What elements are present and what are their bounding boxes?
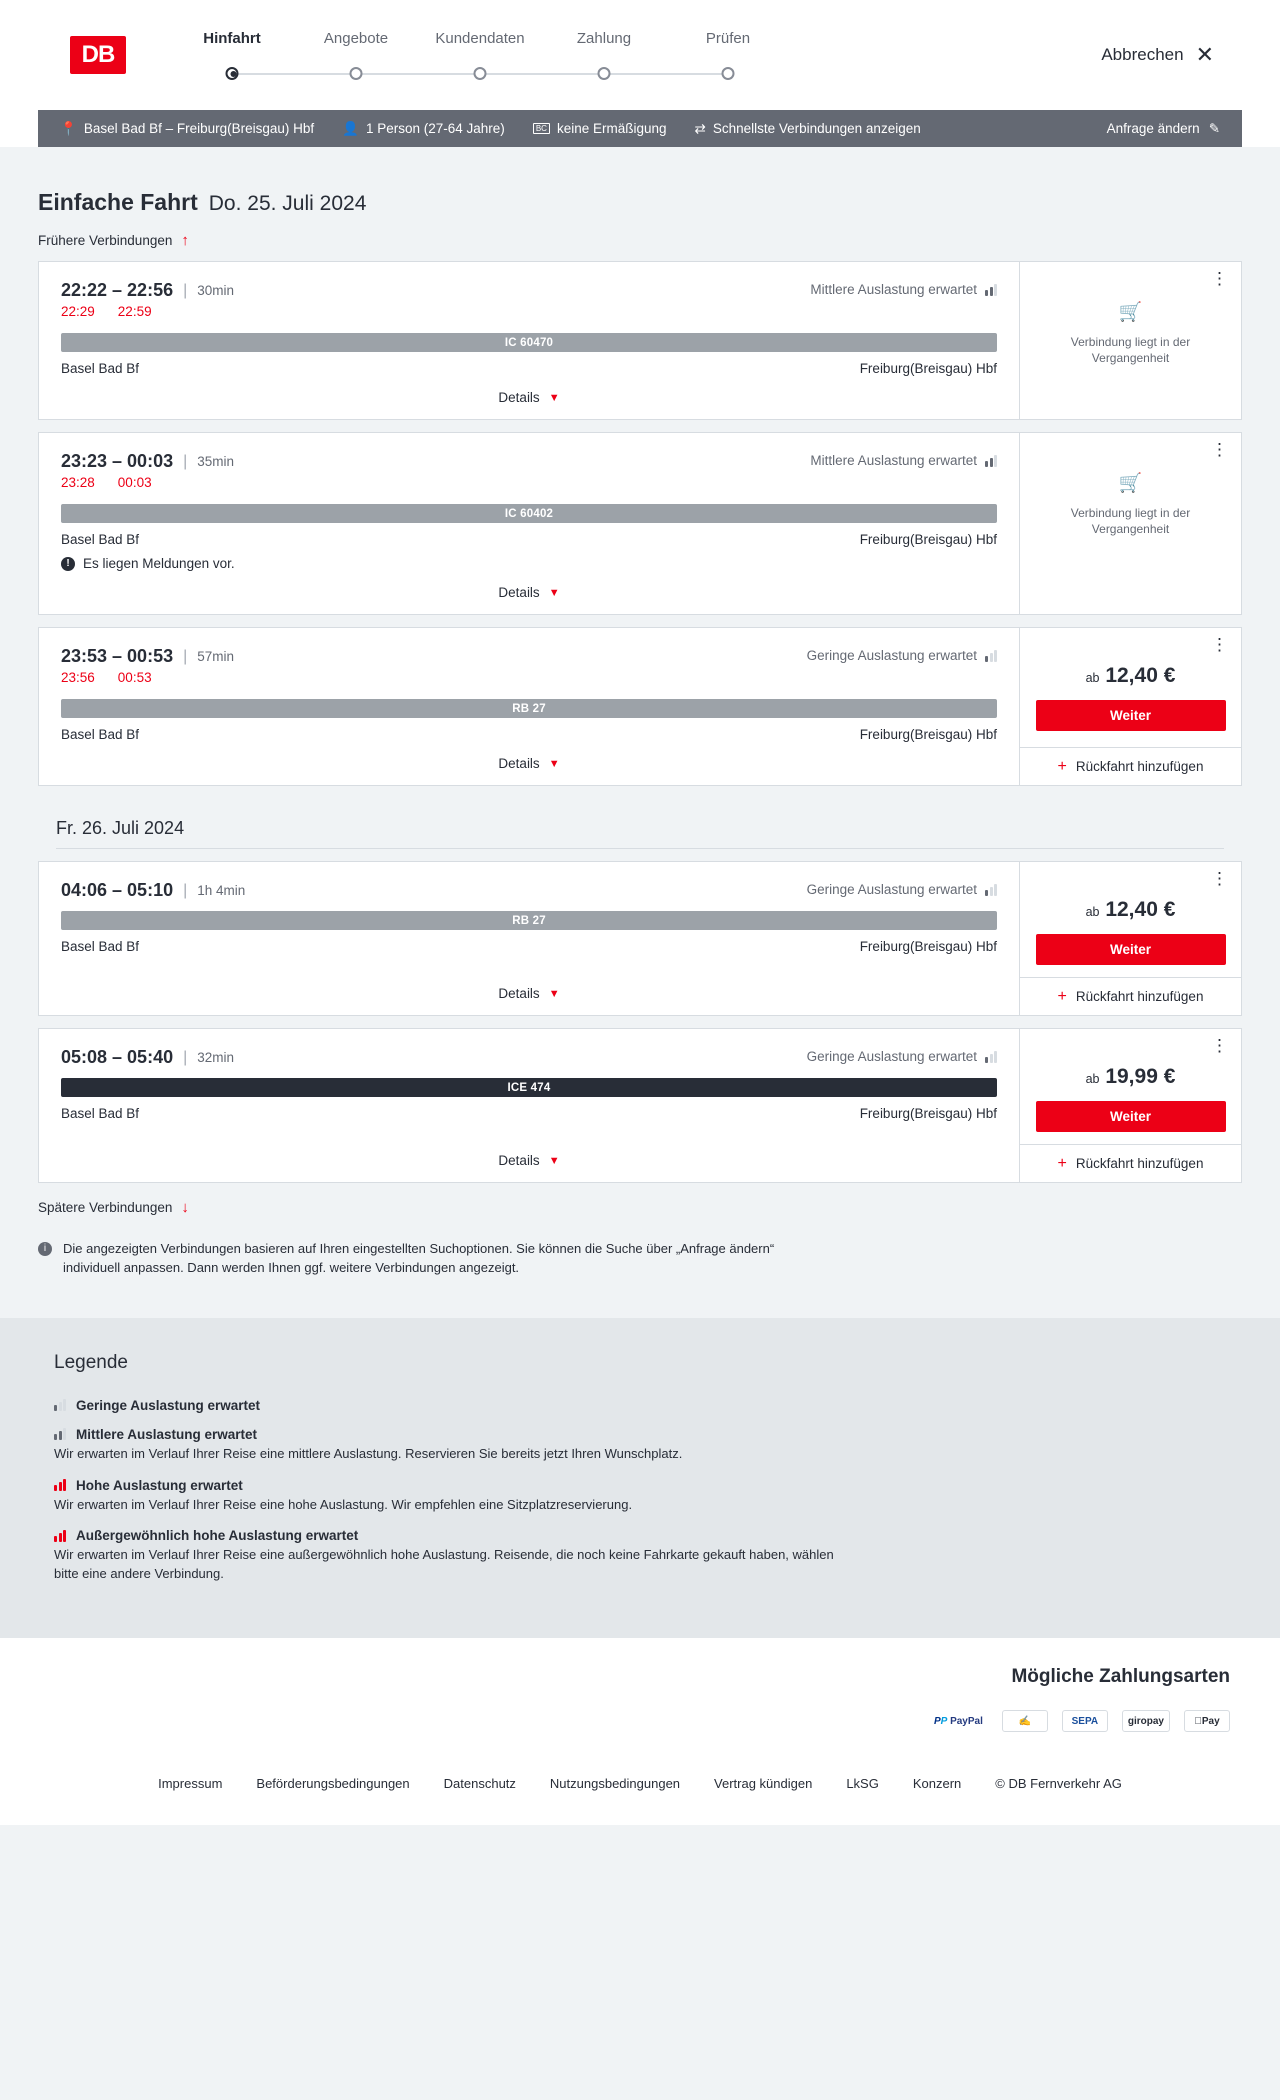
utilization-label: Geringe Auslastung erwartet: [806, 1049, 977, 1064]
legend-description: Wir erwarten im Verlauf Ihrer Reise eine außergewöhnlich hohe Auslastung. Reisende, die noch keine Fahrkarte gekauft haben, wählen bitte eine andere Verbindung.: [54, 1547, 834, 1582]
giropay-icon: [1122, 1710, 1170, 1732]
details-label: Details: [498, 756, 540, 771]
connection-duration: 57min: [197, 649, 235, 664]
step-label: Hinfahrt: [203, 29, 261, 47]
station-to: Freiburg(Breisgau) Hbf: [859, 1106, 997, 1121]
main-content: [0, 189, 1280, 1318]
direct-debit-icon: ✍: [1002, 1710, 1048, 1732]
connection-duration: 32min: [197, 1050, 235, 1065]
step-pruefen[interactable]: [666, 30, 790, 87]
step-dot-icon: [226, 67, 239, 80]
more-options-icon[interactable]: ⋮: [1211, 869, 1229, 888]
utilization-info: [807, 1049, 997, 1064]
connection-actions: [1019, 262, 1241, 419]
legend-item-high: [54, 1478, 1242, 1515]
cart-crossed-icon: 🛒: [1118, 473, 1143, 494]
continue-button[interactable]: Weiter: [1036, 700, 1226, 731]
earlier-connections-button[interactable]: [38, 232, 1242, 249]
connection-duration: 35min: [197, 454, 235, 469]
plus-icon: +: [1057, 1154, 1067, 1172]
legend-label: Mittlere Auslastung erwartet: [76, 1426, 258, 1442]
connection-price: [1086, 1065, 1176, 1089]
connection-details: 05:08 – 05:40 | 32min Geringe Auslastung erwartet ICE 474 Basel Bad Bf Freiburg(Breisgau) Hbf Details ▼: [39, 1029, 1019, 1182]
connection-time: 05:08 – 05:40: [61, 1047, 174, 1067]
info-icon: i: [38, 1242, 52, 1256]
connection-actions: [1019, 862, 1241, 1015]
edit-query-button[interactable]: [1107, 121, 1224, 137]
connection-actions: [1019, 628, 1241, 785]
details-toggle[interactable]: [61, 585, 997, 614]
connection-card[interactable]: [38, 432, 1242, 615]
add-return-label: Rückfahrt hinzufügen: [1075, 989, 1204, 1004]
cart-crossed-icon: 🛒: [1118, 302, 1143, 323]
legend-description: Wir erwarten im Verlauf Ihrer Reise eine mittlere Auslastung. Reservieren Sie bereits jetzt Ihren Wunschplatz.: [54, 1445, 683, 1461]
connection-card[interactable]: [38, 627, 1242, 786]
delay-departure: 22:29: [61, 304, 95, 319]
footer-link-befoerderungsbedingungen[interactable]: Beförderungsbedingungen: [256, 1776, 410, 1792]
details-toggle[interactable]: [61, 986, 997, 1015]
utilization-info: [807, 648, 997, 663]
continue-button[interactable]: Weiter: [1036, 934, 1226, 965]
train-badge: IC 60402: [61, 504, 997, 523]
legend-description: Wir erwarten im Verlauf Ihrer Reise eine hohe Auslastung. Wir empfehlen eine Sitzplatzreservierung.: [54, 1496, 633, 1512]
utilization-label: Geringe Auslastung erwartet: [806, 648, 977, 663]
footer-link-nutzungsbedingungen[interactable]: Nutzungsbedingungen: [549, 1776, 681, 1792]
legend-label: Außergewöhnlich hohe Auslastung erwartet: [76, 1528, 359, 1544]
details-toggle[interactable]: [61, 756, 997, 785]
footer-link-datenschutz[interactable]: Datenschutz: [443, 1776, 516, 1792]
paypal-label: PayPal: [950, 1715, 983, 1727]
query-fastest[interactable]: [681, 121, 935, 137]
utilization-bars-crossed-icon: [54, 1530, 66, 1542]
payment-section: [0, 1638, 1280, 1754]
train-badge: IC 60470: [61, 333, 997, 352]
add-return-button[interactable]: [1020, 747, 1241, 785]
connection-details: 04:06 – 05:10 | 1h 4min Geringe Auslastung erwartet RB 27 Basel Bad Bf Freiburg(Breisgau) Hbf Details ▼: [39, 862, 1019, 1015]
delay-departure: 23:28: [61, 475, 95, 490]
add-return-label: Rückfahrt hinzufügen: [1075, 759, 1204, 774]
delay-arrival: 00:03: [117, 475, 152, 490]
message-label: Es liegen Meldungen vor.: [83, 556, 235, 571]
connection-card[interactable]: [38, 1028, 1242, 1183]
connection-actions: [1019, 1029, 1241, 1182]
legend-title: Legende: [54, 1351, 128, 1373]
connection-card[interactable]: [38, 861, 1242, 1016]
trip-date: Do. 25. Juli 2024: [208, 192, 367, 215]
legend-label: Geringe Auslastung erwartet: [76, 1397, 261, 1413]
step-label: Prüfen: [705, 29, 751, 47]
station-to: Freiburg(Breisgau) Hbf: [859, 939, 997, 954]
utilization-info: [807, 882, 997, 897]
utilization-bars-icon: [985, 284, 997, 296]
day-divider: Fr. 26. Juli 2024: [56, 818, 1224, 849]
legend-section: [0, 1318, 1280, 1638]
plus-icon: +: [1057, 757, 1067, 775]
trip-type-title: Einfache Fahrt: [38, 189, 198, 215]
utilization-info: [810, 453, 997, 468]
header: [0, 0, 1280, 147]
payment-icons: [38, 1710, 1230, 1732]
price-value: 12,40 €: [1105, 898, 1176, 921]
step-label: Angebote: [323, 29, 389, 47]
close-icon: ✕: [1195, 42, 1214, 67]
page-title: [38, 189, 1242, 216]
apple-pay-icon: [1184, 1710, 1230, 1732]
step-dot-icon: [350, 67, 363, 80]
connection-message[interactable]: [61, 556, 997, 571]
connection-time: 22:22 – 22:56: [61, 280, 174, 300]
continue-button[interactable]: Weiter: [1036, 1101, 1226, 1132]
utilization-bars-icon: [985, 455, 997, 467]
station-to: Freiburg(Breisgau) Hbf: [859, 532, 997, 547]
footer-link-konzern[interactable]: Konzern: [912, 1776, 962, 1792]
legend-label: Hohe Auslastung erwartet: [76, 1477, 243, 1493]
details-toggle[interactable]: [61, 1153, 997, 1182]
more-options-icon[interactable]: ⋮: [1211, 440, 1229, 459]
utilization-label: Mittlere Auslastung erwartet: [810, 282, 977, 297]
step-kundendaten[interactable]: [418, 30, 542, 87]
step-dot-icon: [474, 67, 487, 80]
connection-duration: 1h 4min: [197, 883, 246, 898]
step-dot-icon: [598, 67, 611, 80]
connection-time: 23:23 – 00:03: [61, 451, 174, 471]
info-icon: !: [61, 557, 75, 571]
chevron-down-icon: ▼: [548, 757, 560, 770]
price-value: 19,99 €: [1105, 1065, 1176, 1088]
earlier-connections-label: Frühere Verbindungen: [38, 233, 173, 248]
details-toggle[interactable]: [61, 390, 997, 419]
connection-details: 23:53 – 00:53 | 57min 23:56 00:53 Geringe Auslastung erwartet RB 27 Basel Bad Bf Freiburg(Breisgau) Hbf Details ▼: [39, 628, 1019, 785]
query-passengers-label: 1 Person (27-64 Jahre): [365, 121, 505, 136]
more-options-icon[interactable]: ⋮: [1211, 269, 1229, 288]
legend-item-low: [54, 1398, 1242, 1413]
utilization-info: [810, 282, 997, 297]
payment-title: Mögliche Zahlungsarten: [1011, 1666, 1230, 1688]
step-zahlung[interactable]: [542, 30, 666, 87]
footer-link-vertrag-kuendigen[interactable]: Vertrag kündigen: [714, 1776, 813, 1792]
giropay-label: giropay: [1127, 1715, 1164, 1727]
query-discount[interactable]: [519, 121, 681, 136]
station-from: Basel Bad Bf: [61, 727, 140, 742]
utilization-bars-icon: [54, 1479, 66, 1491]
step-label: Zahlung: [576, 29, 632, 47]
sepa-label: SEPA: [1071, 1715, 1099, 1727]
add-return-button[interactable]: [1020, 1144, 1241, 1182]
price-prefix: ab: [1085, 905, 1100, 919]
query-discount-label: keine Ermäßigung: [556, 121, 667, 136]
past-connection-text: Verbindung liegt in der Vergangenheit: [1070, 335, 1191, 366]
chevron-down-icon: ▼: [548, 391, 560, 404]
station-to: Freiburg(Breisgau) Hbf: [859, 361, 997, 376]
connection-details: 23:23 – 00:03 | 35min 23:28 00:03 Mittlere Auslastung erwartet IC 60402 Basel Bad Bf Freiburg(Breisgau) Hbf ! Es liegen Meldungen vor. Details ▼: [39, 433, 1019, 614]
train-badge: RB 27: [61, 699, 997, 718]
paypal-icon: P P PayPal: [929, 1710, 988, 1732]
bahncard-icon: BC: [533, 123, 550, 134]
legend-item-veryhigh: [54, 1528, 1242, 1584]
add-return-label: Rückfahrt hinzufügen: [1075, 1156, 1204, 1171]
step-angebote[interactable]: [294, 30, 418, 87]
later-connections-label: Spätere Verbindungen: [38, 1200, 173, 1215]
step-label: Kundendaten: [435, 29, 525, 47]
price-prefix: ab: [1085, 1072, 1100, 1086]
progress-steps: [170, 30, 790, 87]
search-hint: [38, 1240, 808, 1318]
utilization-bars-icon: [985, 884, 997, 896]
legend-item-mid: [54, 1427, 1242, 1464]
connection-details: 22:22 – 22:56 | 30min 22:29 22:59 Mittlere Auslastung erwartet IC 60470 Basel Bad Bf Freiburg(Breisgau) Hbf Details ▼: [39, 262, 1019, 419]
price-prefix: ab: [1085, 671, 1100, 685]
utilization-label: Geringe Auslastung erwartet: [806, 882, 977, 897]
delay-arrival: 00:53: [117, 670, 152, 685]
swap-arrows-icon: ⇄: [694, 120, 706, 136]
connection-card[interactable]: [38, 261, 1242, 420]
apple-pay-label: Pay: [1198, 1715, 1216, 1727]
past-connection-text: Verbindung liegt in der Vergangenheit: [1070, 506, 1191, 537]
chevron-down-icon: ▼: [548, 987, 560, 1000]
footer-links: [38, 1776, 1242, 1791]
query-passengers[interactable]: [328, 121, 519, 137]
connection-price: [1086, 664, 1176, 688]
connection-time: 23:53 – 00:53: [61, 646, 174, 666]
connection-time: 04:06 – 05:10: [61, 880, 174, 900]
delay-departure: 23:56: [61, 670, 95, 685]
details-label: Details: [498, 1153, 540, 1168]
station-from: Basel Bad Bf: [61, 361, 140, 376]
station-from: Basel Bad Bf: [61, 939, 140, 954]
query-fastest-label: Schnellste Verbindungen anzeigen: [712, 121, 921, 136]
step-dot-icon: [722, 67, 735, 80]
station-to: Freiburg(Breisgau) Hbf: [859, 727, 997, 742]
cancel-label: Abbrechen: [1101, 45, 1184, 64]
details-label: Details: [498, 390, 540, 405]
edit-query-label: Anfrage ändern: [1106, 121, 1200, 136]
train-badge: RB 27: [61, 911, 997, 930]
later-connections-button[interactable]: [38, 1199, 1242, 1216]
utilization-bars-icon: [985, 650, 997, 662]
footer-link-impressum[interactable]: Impressum: [158, 1776, 223, 1792]
sepa-icon: [1062, 1710, 1108, 1732]
chevron-down-icon: ▼: [548, 1154, 560, 1167]
connection-duration: 30min: [197, 283, 235, 298]
footer-copyright: © DB Fernverkehr AG: [995, 1776, 1122, 1792]
footer: [0, 1754, 1280, 1825]
step-hinfahrt[interactable]: [170, 30, 294, 87]
plus-icon: +: [1057, 987, 1067, 1005]
location-pin-icon: 📍: [60, 120, 77, 136]
db-logo[interactable]: DB: [70, 36, 126, 74]
station-from: Basel Bad Bf: [61, 532, 140, 547]
pencil-icon: ✎: [1208, 120, 1220, 136]
cancel-button[interactable]: [1101, 44, 1214, 66]
details-label: Details: [498, 986, 540, 1001]
station-from: Basel Bad Bf: [61, 1106, 140, 1121]
utilization-label: Mittlere Auslastung erwartet: [810, 453, 977, 468]
person-icon: 👤: [342, 120, 359, 136]
add-return-button[interactable]: [1020, 977, 1241, 1015]
utilization-bars-icon: [54, 1428, 66, 1440]
utilization-bars-icon: [985, 1051, 997, 1063]
arrow-up-icon: ↑: [181, 232, 189, 249]
connection-price: [1086, 898, 1176, 922]
query-summary-bar: [38, 110, 1242, 147]
top-bar: [38, 0, 1242, 110]
utilization-bars-icon: [54, 1399, 66, 1411]
search-hint-text: Die angezeigten Verbindungen basieren auf Ihren eingestellten Suchoptionen. Sie können die Suche über „Anfrage ändern“ individuell anpassen. Dann werden Ihnen ggf. weitere Verbindungen angezeigt.: [63, 1241, 775, 1275]
more-options-icon[interactable]: ⋮: [1211, 1036, 1229, 1055]
more-options-icon[interactable]: ⋮: [1211, 635, 1229, 654]
query-route[interactable]: [56, 121, 328, 137]
footer-link-lksg[interactable]: LkSG: [846, 1776, 879, 1792]
connection-actions: [1019, 433, 1241, 614]
price-value: 12,40 €: [1105, 664, 1176, 687]
delay-arrival: 22:59: [117, 304, 152, 319]
arrow-down-icon: ↓: [181, 1199, 189, 1216]
details-label: Details: [498, 585, 540, 600]
chevron-down-icon: ▼: [548, 586, 560, 599]
query-route-label: Basel Bad Bf – Freiburg(Breisgau) Hbf: [83, 121, 315, 136]
train-badge: ICE 474: [61, 1078, 997, 1097]
